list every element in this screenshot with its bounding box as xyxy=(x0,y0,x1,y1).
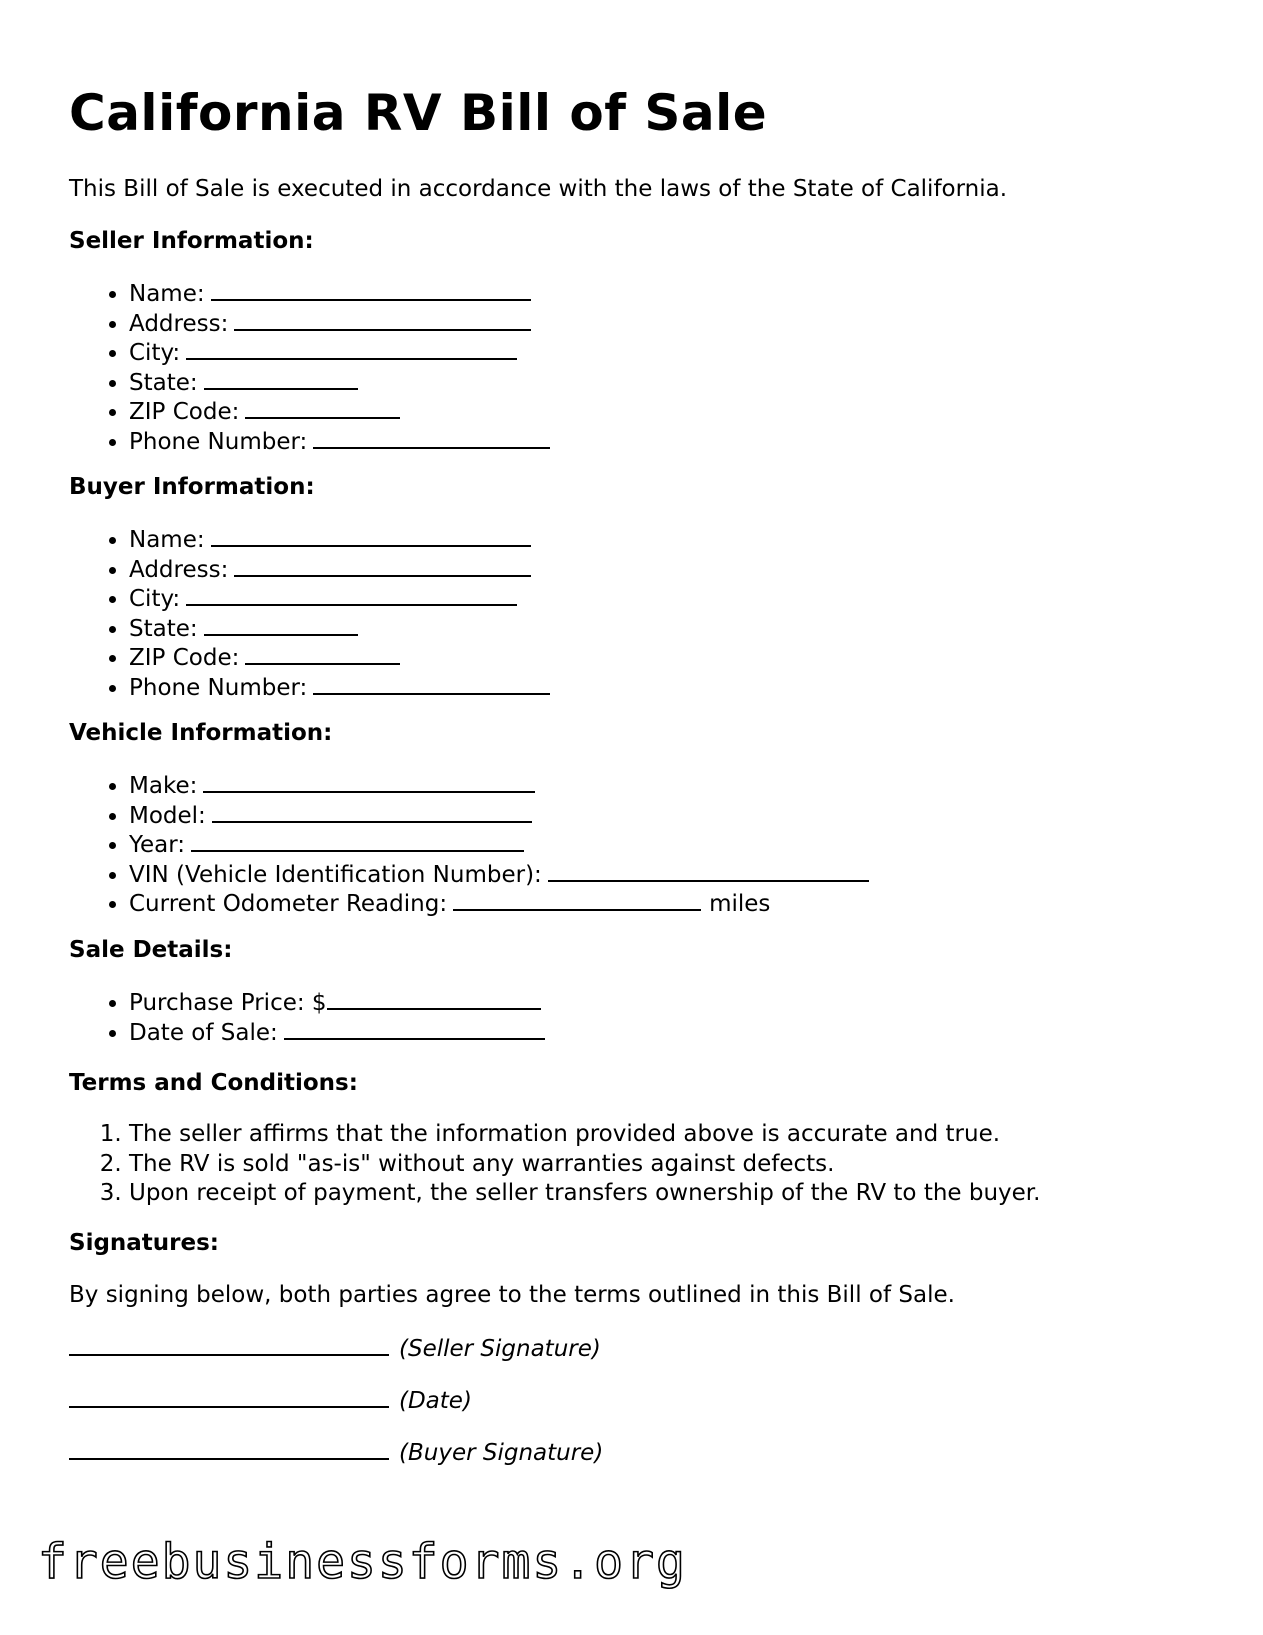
list-item: • Address: xyxy=(129,555,550,585)
page-title: California RV Bill of Sale xyxy=(69,84,768,142)
vin-blank[interactable] xyxy=(548,860,869,882)
buyer-list xyxy=(69,525,550,702)
list-item: • Phone Number: xyxy=(129,427,550,457)
terms-list xyxy=(69,1120,1040,1209)
date-signature-line: (Date) xyxy=(69,1384,472,1414)
buyer-signature-line: (Buyer Signature) xyxy=(69,1436,603,1466)
name-blank[interactable] xyxy=(211,525,531,547)
watermark: freebusinessforms.org xyxy=(38,1534,687,1590)
list-item: • VIN (Vehicle Identification Number): xyxy=(129,860,869,890)
list-item: • Year: xyxy=(129,830,869,860)
list-item: • City: xyxy=(129,338,550,368)
zip-blank[interactable] xyxy=(245,643,400,665)
address-blank[interactable] xyxy=(234,555,531,577)
list-item: • ZIP Code: xyxy=(129,643,550,673)
list-item: • Current Odometer Reading: miles xyxy=(129,889,869,919)
intro-text: This Bill of Sale is executed in accordance with the laws of the State of California. xyxy=(69,176,1008,202)
list-item: 2. The RV is sold "as-is" without any warranties against defects. xyxy=(129,1150,1040,1180)
zip-blank[interactable] xyxy=(245,397,400,419)
list-item: 1. The seller affirms that the information provided above is accurate and true. xyxy=(129,1120,1040,1150)
state-blank[interactable] xyxy=(204,614,358,636)
phone-blank[interactable] xyxy=(313,673,550,695)
city-blank[interactable] xyxy=(186,338,517,360)
list-item: • Make: xyxy=(129,771,869,801)
list-item: • ZIP Code: xyxy=(129,397,550,427)
terms-heading: Terms and Conditions: xyxy=(69,1070,358,1096)
list-item: • Phone Number: xyxy=(129,673,550,703)
list-item: • Model: xyxy=(129,801,869,831)
vehicle-list xyxy=(69,771,869,919)
signatures-text: By signing below, both parties agree to the terms outlined in this Bill of Sale. xyxy=(69,1282,955,1308)
price-blank[interactable] xyxy=(327,988,541,1010)
date-blank[interactable] xyxy=(69,1384,389,1408)
buyer-heading: Buyer Information: xyxy=(69,474,315,500)
list-item: • State: xyxy=(129,368,550,398)
list-item: • Date of Sale: xyxy=(129,1018,545,1048)
buyer-signature-blank[interactable] xyxy=(69,1436,389,1460)
make-blank[interactable] xyxy=(203,771,535,793)
model-blank[interactable] xyxy=(212,801,532,823)
name-blank[interactable] xyxy=(211,279,531,301)
odometer-blank[interactable] xyxy=(453,889,701,911)
seller-signature-blank[interactable] xyxy=(69,1332,389,1356)
list-item: • Purchase Price: $ xyxy=(129,988,545,1018)
seller-list xyxy=(69,279,550,456)
city-blank[interactable] xyxy=(186,584,517,606)
vehicle-heading: Vehicle Information: xyxy=(69,720,333,746)
list-item: • Name: xyxy=(129,525,550,555)
address-blank[interactable] xyxy=(234,309,531,331)
sale-heading: Sale Details: xyxy=(69,937,233,963)
state-blank[interactable] xyxy=(204,368,358,390)
list-item: • Name: xyxy=(129,279,550,309)
signatures-heading: Signatures: xyxy=(69,1230,220,1256)
seller-signature-line: (Seller Signature) xyxy=(69,1332,601,1362)
date-of-sale-blank[interactable] xyxy=(284,1018,545,1040)
seller-heading: Seller Information: xyxy=(69,228,314,254)
list-item: • Address: xyxy=(129,309,550,339)
sale-list xyxy=(69,988,545,1047)
phone-blank[interactable] xyxy=(313,427,550,449)
list-item: 3. Upon receipt of payment, the seller transfers ownership of the RV to the buyer. xyxy=(129,1179,1040,1209)
list-item: • City: xyxy=(129,584,550,614)
list-item: • State: xyxy=(129,614,550,644)
year-blank[interactable] xyxy=(191,830,524,852)
